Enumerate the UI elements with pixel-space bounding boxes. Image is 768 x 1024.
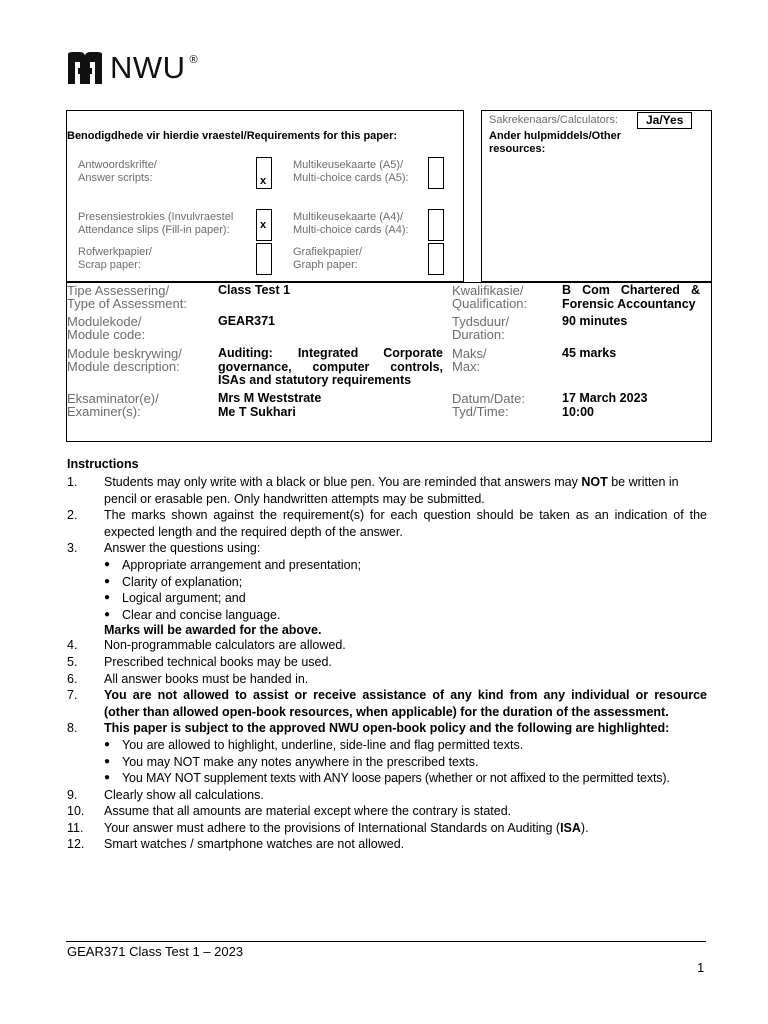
examiner-value: Mrs M Weststrate Me T Sukhari bbox=[218, 391, 322, 419]
nwu-logo bbox=[66, 50, 198, 86]
instruction-item: 1. Students may only write with a black or blue pen. You are reminded that answers may NOT be written in pencil or erasable pen. Only handwritten attempts may be submitted. bbox=[67, 475, 679, 506]
assessment-type-value: Class Test 1 bbox=[218, 283, 291, 297]
page-number: 1 bbox=[697, 960, 705, 975]
instructions-list bbox=[67, 474, 707, 853]
module-code-label: Modulekode/ Module code: bbox=[67, 314, 146, 342]
assessment-type-label: Tipe Assessering/ Type of Assessment: bbox=[67, 283, 187, 311]
instruction-item: 12. Smart watches / smartphone watches are not allowed. bbox=[67, 837, 405, 852]
instruction-item: 10. Assume that all amounts are material except where the contrary is stated. bbox=[67, 804, 512, 819]
module-code-value: GEAR371 bbox=[218, 314, 275, 328]
attendance-slips-label: Presensiestrokies (Invulvraestel Attendance slips (Fill-in paper): bbox=[78, 211, 234, 236]
mc-cards-a5-checkbox[interactable] bbox=[428, 157, 444, 189]
logo-wordmark: NWU bbox=[110, 50, 186, 85]
instruction-item: 8. This paper is subject to the approved NWU open-book policy and the following are highlighted: ● You are allowed to highlight, underline, side-line and flag permitted texts. ● You may NOT make any notes anywhere in the prescribed texts. ● You MAY NOT supplement texts with ANY loose papers (whether or not affixed to the permitted texts). bbox=[67, 721, 670, 786]
qualification-value: B Com Chartered & Forensic Accountancy bbox=[562, 283, 700, 311]
scrap-paper-checkbox[interactable] bbox=[256, 243, 272, 275]
registered-mark: ® bbox=[189, 54, 198, 66]
scrap-paper-label: Rofwerkpapier/ Scrap paper: bbox=[78, 246, 152, 271]
instruction-item: 5. Prescribed technical books may be used. bbox=[67, 654, 332, 669]
instruction-item: 4. Non-programmable calculators are allowed. bbox=[67, 638, 346, 653]
calculators-value: Ja/Yes bbox=[637, 112, 692, 129]
module-description-label: Module beskrywing/ Module description: bbox=[67, 346, 182, 374]
answer-scripts-label: Antwoordskrifte/ Answer scripts: bbox=[78, 159, 157, 184]
nwu-emblem-icon bbox=[66, 50, 104, 86]
instruction-item: 7. You are not allowed to assist or receive assistance of any kind from any individual or resource (other than allowed open-book resources, when applicable) for the duration of the assessment. bbox=[67, 688, 707, 719]
graph-paper-label: Grafiekpapier/ Graph paper: bbox=[293, 246, 363, 271]
instruction-item: 3. Answer the questions using: ● Appropriate arrangement and presentation; ● Clarity of explanation; ● Logical argument; and ● Clear and concise language. Marks will be awarded for the above. bbox=[67, 541, 362, 638]
footer-divider bbox=[66, 941, 706, 942]
graph-paper-checkbox[interactable] bbox=[428, 243, 444, 275]
examiner-label: Eksaminator(e)/ Examiner(s): bbox=[67, 391, 159, 419]
module-description-value: Auditing: Integrated Corporate governance, computer controls, ISAs and statutory requirements bbox=[218, 346, 443, 387]
calculators-label: Sakrekenaars/Calculators: bbox=[489, 114, 619, 126]
qualification-label: Kwalifikasie/ Qualification: bbox=[452, 283, 528, 311]
max-value: 45 marks bbox=[562, 346, 617, 360]
instruction-item: 6. All answer books must be handed in. bbox=[67, 671, 309, 686]
other-resources-label: Ander hulpmiddels/Other resources: bbox=[489, 130, 622, 155]
mc-cards-a4-label: Multikeusekaarte (A4)/ Multi-choice cards (A4): bbox=[293, 211, 409, 236]
duration-label: Tydsduur/ Duration: bbox=[452, 314, 510, 342]
mc-cards-a5-label: Multikeusekaarte (A5)/ Multi-choice cards (A5): bbox=[293, 159, 409, 184]
duration-value: 90 minutes bbox=[562, 314, 628, 328]
instructions-heading: Instructions bbox=[67, 457, 139, 471]
attendance-slips-checkbox[interactable]: x bbox=[256, 209, 272, 241]
requirements-title: Benodigdhede vir hierdie vraestel/Requirements for this paper: bbox=[67, 130, 398, 142]
date-time-label: Datum/Date: Tyd/Time: bbox=[452, 391, 525, 419]
instruction-item: 11. Your answer must adhere to the provisions of International Standards on Auditing (ISA). bbox=[67, 820, 589, 835]
mc-cards-a4-checkbox[interactable] bbox=[428, 209, 444, 241]
answer-scripts-checkbox[interactable]: x bbox=[256, 157, 272, 189]
instruction-item: 9. Clearly show all calculations. bbox=[67, 787, 264, 802]
instruction-item: 2. The marks shown against the requirement(s) for each question should be taken as an indication of the expected length and the required depth of the answer. bbox=[67, 508, 707, 539]
max-label: Maks/ Max: bbox=[452, 346, 487, 374]
footer-title: GEAR371 Class Test 1 – 2023 bbox=[67, 944, 244, 959]
date-time-value: 17 March 2023 10:00 bbox=[562, 391, 648, 419]
